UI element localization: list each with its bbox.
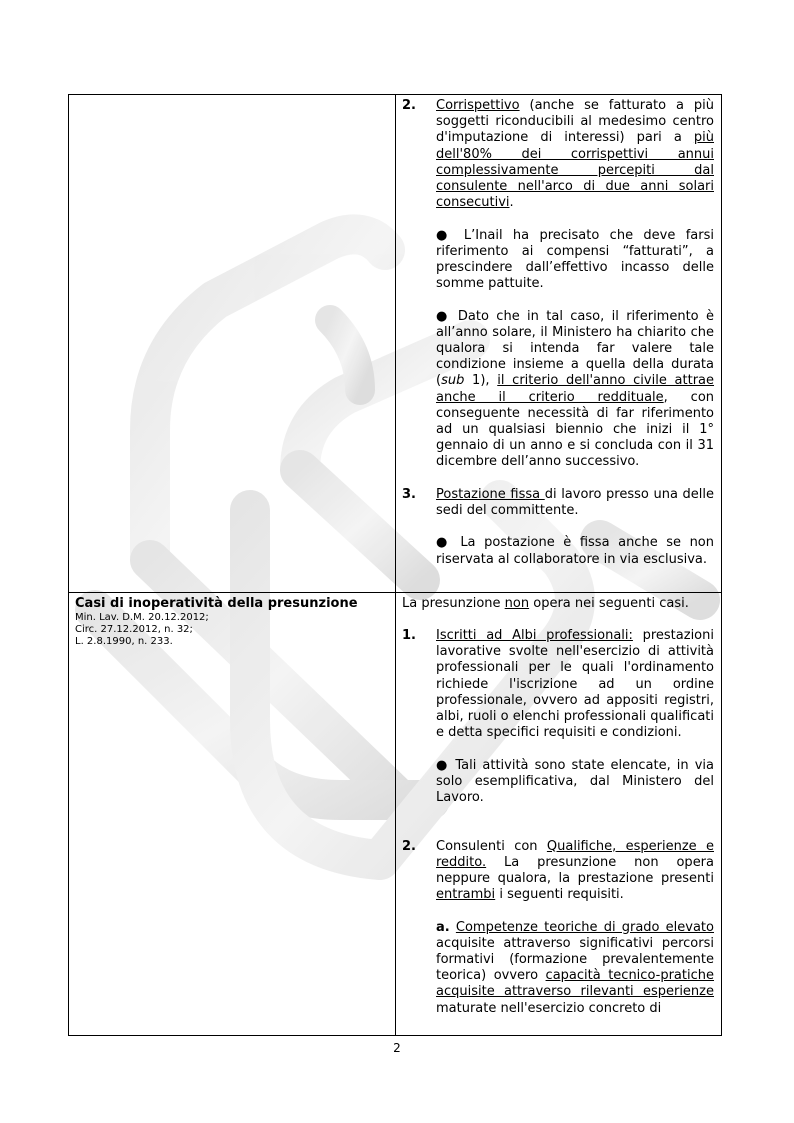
item-number: 3.	[402, 486, 416, 502]
sub-paragraph: a. Competenze teoriche di grado elevato acquisite attraverso significativi percorsi formativi (formazione prevalentemente teorica) ovvero capacità tecnico-pratiche acquisite attraverso rilevanti esperienze maturate nell'esercizio concreto di	[436, 919, 714, 1016]
item-number: 2.	[402, 98, 416, 113]
list-item	[402, 628, 714, 806]
content-table	[68, 94, 722, 1036]
list-item	[402, 98, 714, 471]
left-cell-empty	[69, 95, 396, 593]
paragraph: Consulenti con Qualifiche, esperienze e reddito. La presunzione non opera neppure qualora, la prestazione presenti entrambi i seguenti requisiti.	[436, 838, 714, 903]
reference-line: L. 2.8.1990, n. 233.	[75, 635, 173, 647]
bullet-paragraph: ● Tali attività sono state elencate, in via solo esemplificativa, dal Ministero del Lavoro.	[436, 757, 714, 805]
bullet-paragraph: ● L’Inail ha precisato che deve farsi riferimento ai compensi “fatturati”, a prescindere dall’effettivo incasso delle somme pattuite.	[436, 227, 714, 292]
reference-line: Circ. 27.12.2012, n. 32;	[75, 623, 193, 635]
right-cell-exceptions	[396, 592, 722, 1035]
page-number: 2	[393, 1041, 401, 1055]
list-item	[402, 839, 714, 1017]
paragraph: Iscritti ad Albi professionali: prestazioni lavorative svolte nell'esercizio di attività professionali per le quali l'ordinamento richiede l'iscrizione ad un ordine professionale, ovvero ad appositi registri, albi, ruoli o elenchi professionali qualificati e detta specifici requisiti e condizioni.	[436, 627, 714, 741]
section-title: Casi di inoperatività della presunzione	[75, 595, 358, 611]
intro-paragraph: La presunzione non opera nei seguenti casi.	[402, 595, 689, 611]
item-number: 1.	[402, 627, 416, 643]
reference-line: Min. Lav. D.M. 20.12.2012;	[75, 611, 209, 623]
left-cell-heading	[69, 592, 396, 1035]
bullet-paragraph: ● Dato che in tal caso, il riferimento è all’anno solare, il Ministero ha chiarito che qualora si intenda far valere tale condizione insieme a quella della durata (sub 1), il criterio dell'anno civile attrae anche il criterio reddituale, con conseguente necessità di far riferimento ad un qualsiasi biennio che inizi il 1° gennaio di un anno e si concluda con il 31 dicembre dell’anno successivo.	[436, 308, 715, 470]
list-item	[402, 487, 714, 568]
paragraph: Corrispettivo (anche se fatturato a più soggetti riconducibili al medesimo centro d'imputazione di interessi) pari a più dell'80% dei corrispettivi annui complessivamente percepiti dal consulente nell'arco di due anni solari consecutivi.	[436, 98, 714, 211]
right-cell-conditions	[396, 95, 722, 593]
paragraph: Postazione fissa di lavoro presso una delle sedi del committente.	[436, 486, 714, 519]
item-number: 2.	[402, 838, 416, 854]
bullet-paragraph: ● La postazione è fissa anche se non riservata al collaboratore in via esclusiva.	[436, 535, 714, 567]
